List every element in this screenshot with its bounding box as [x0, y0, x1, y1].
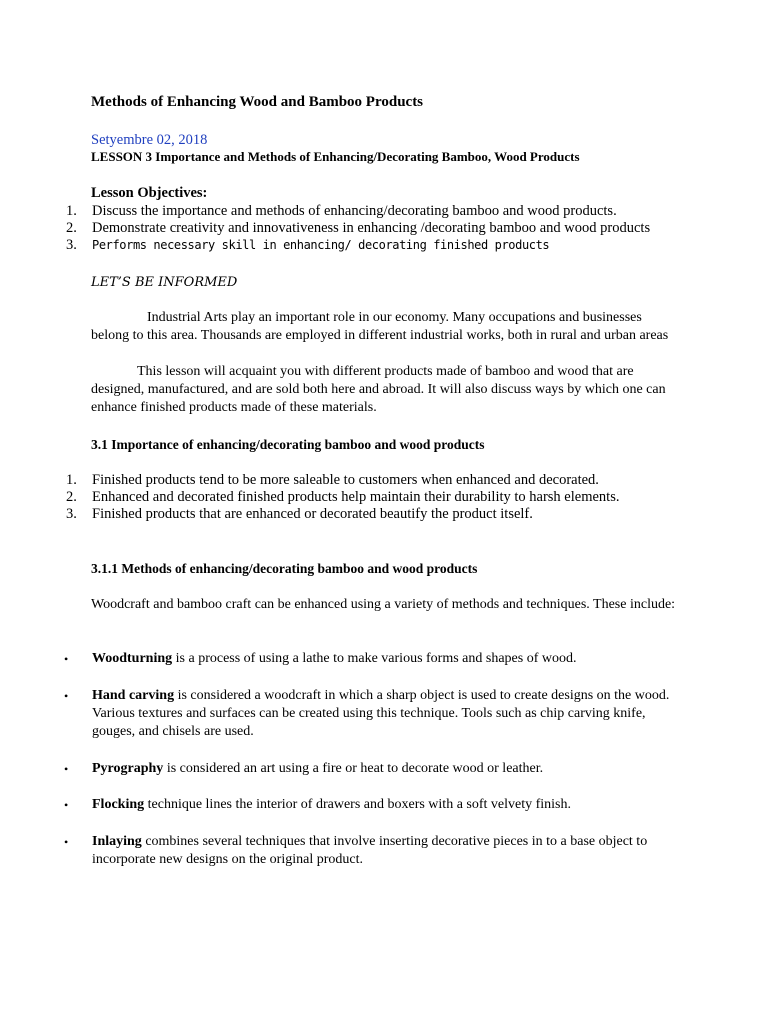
item-text: Discuss the importance and methods of enhancing/decorating bamboo and wood products.: [92, 203, 617, 219]
list-item: [66, 488, 746, 505]
informed-heading: LET’S BE INFORMED: [91, 275, 238, 290]
bullet-icon: •: [64, 798, 69, 812]
bullet-item-hand-carving: [64, 687, 684, 741]
item-text: Enhanced and decorated finished products help maintain their durability to harsh elements.: [92, 489, 620, 505]
term-description: is considered an art using a fire or heat to decorate wood or leather.: [163, 761, 544, 776]
list-item: [66, 471, 746, 488]
item-text: Demonstrate creativity and innovativeness in enhancing /decorating bamboo and wood products: [92, 220, 651, 236]
objectives-heading: Lesson Objectives:: [91, 185, 208, 201]
lesson-heading: LESSON 3 Importance and Methods of Enhancing/Decorating Bamboo, Wood Products: [91, 149, 580, 164]
item-text: Finished products tend to be more saleable to customers when enhanced and decorated.: [92, 472, 599, 488]
item-number: 3.: [66, 237, 77, 253]
term-description: is a process of using a lathe to make various forms and shapes of wood.: [172, 651, 577, 666]
list-item: [66, 219, 746, 236]
term: Flocking: [92, 797, 145, 812]
term-description: technique lines the interior of drawers and boxers with a soft velvety finish.: [144, 797, 572, 812]
list-item: [66, 505, 746, 522]
list-item: [66, 236, 746, 253]
bullet-item-flocking: [64, 796, 684, 814]
document-title: Methods of Enhancing Wood and Bamboo Products: [91, 94, 424, 110]
term: Woodturning: [92, 651, 173, 666]
term-description: is considered a woodcraft in which a sharp object is used to create designs on the wood. Various textures and surfaces can be created using this technique. Tools such as chip carving knife, gouges, and chisels are used.: [92, 688, 670, 739]
bullet-icon: •: [64, 652, 69, 666]
importance-list: [66, 471, 746, 522]
item-text: Finished products that are enhanced or decorated beautify the product itself.: [92, 506, 533, 522]
bullet-item-inlaying: [64, 833, 684, 869]
item-number: 2.: [66, 489, 77, 505]
list-item: [66, 202, 746, 219]
term: Pyrography: [92, 761, 164, 776]
term: Hand carving: [92, 688, 175, 703]
lesson-paragraph: This lesson will acquaint you with different products made of bamboo and wood that are designed, manufactured, and are sold both here and abroad. It will also discuss ways by which one can enhance finished products made of these materials.: [91, 364, 666, 415]
term: Inlaying: [92, 834, 142, 849]
item-number: 1.: [66, 203, 77, 219]
section-heading-methods: 3.1.1 Methods of enhancing/decorating bamboo and wood products: [91, 561, 478, 576]
bullet-icon: •: [64, 762, 69, 776]
methods-intro-paragraph: Woodcraft and bamboo craft can be enhanced using a variety of methods and techniques. These include:: [91, 597, 676, 612]
intro-paragraph: Industrial Arts play an important role in our economy. Many occupations and businesses belong to this area. Thousands are employed in different industrial works, both in rural and urban areas: [91, 310, 669, 343]
objectives-list: [66, 202, 746, 253]
post-date: Setyembre 02, 2018: [91, 132, 208, 148]
item-text: Performs necessary skill in enhancing/ decorating finished products: [92, 238, 550, 252]
bullet-item-pyrography: [64, 760, 684, 778]
bullet-icon: •: [64, 689, 69, 703]
bullet-item-woodturning: [64, 650, 684, 668]
term-description: combines several techniques that involve inserting decorative pieces in to a base object to incorporate new designs on the original product.: [92, 834, 648, 867]
bullet-icon: •: [64, 835, 69, 849]
section-heading-importance: 3.1 Importance of enhancing/decorating bamboo and wood products: [91, 437, 485, 452]
item-number: 1.: [66, 472, 77, 488]
item-number: 3.: [66, 506, 77, 522]
item-number: 2.: [66, 220, 77, 236]
